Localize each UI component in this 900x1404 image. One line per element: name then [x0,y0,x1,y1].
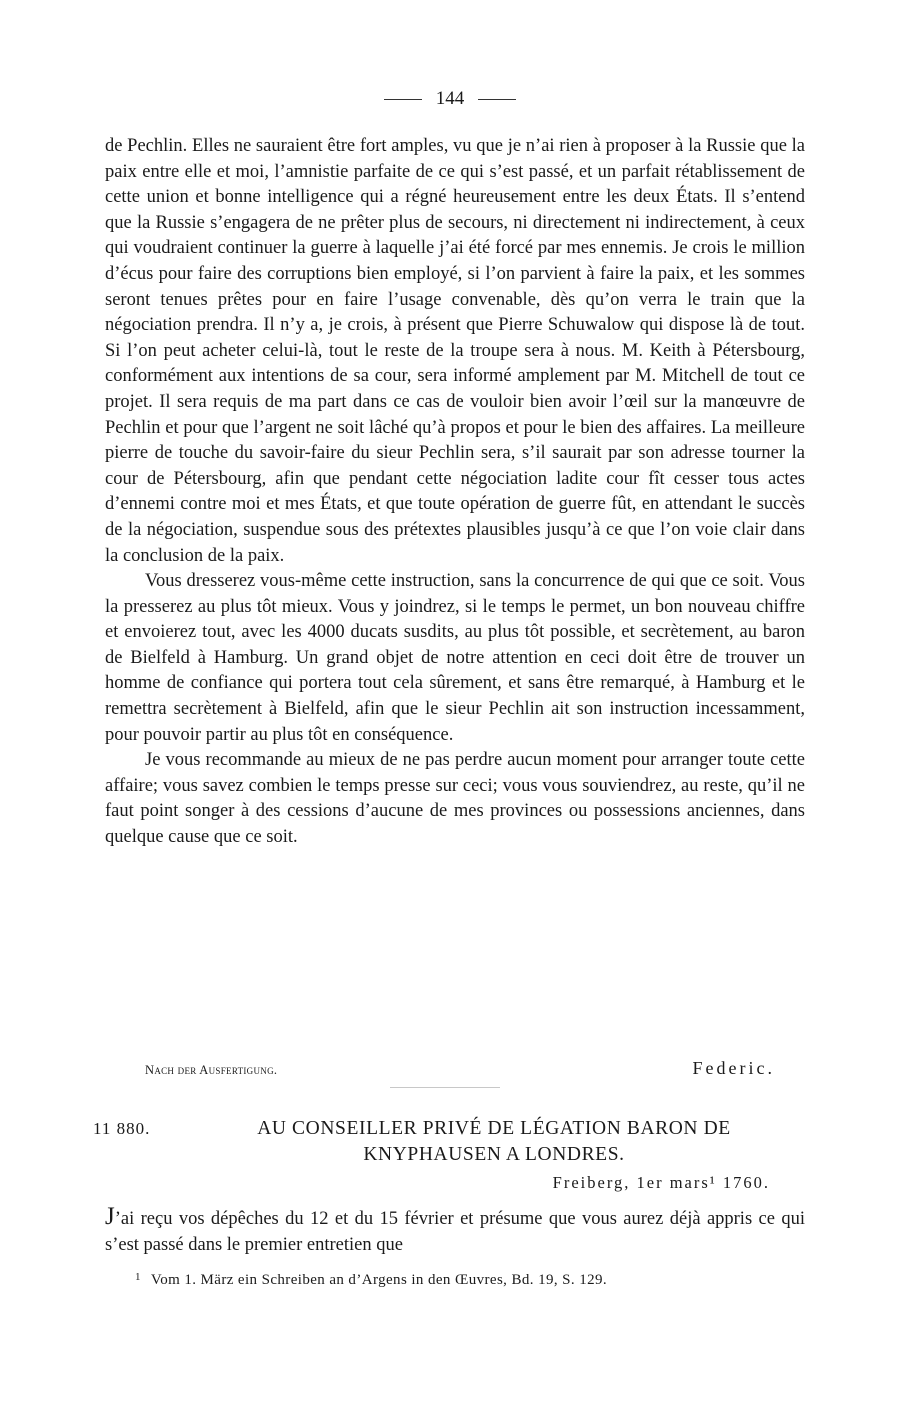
paragraph [105,1204,805,1258]
letter-number: 11 880. [93,1119,151,1138]
paragraph: Vous dresserez vous-même cette instruction, sans la concurrence de qui que ce soit. Vous la presserez au plus tôt mieux. Vous y joindrez, si le temps le permet, un bon nouveau chiffre et envoierez tout, avec les 4000 ducats susdits, au plus tôt possible, et secrètement, au baron de Bielfeld à Hamburg. Un grand objet de notre attention en ceci doit être de trouver un homme de confiance qui portera tout cela sûrement, et sans être remarqué, à Hamburg et le remettra secrètement à Bielfeld, afin que le sieur Pechlin ait son instruction incessamment, pour pouvoir partir au plus tôt en conséquence. [105,571,805,745]
footnote-text: Vom 1. März ein Schreiben an d’Argens in den Œuvres, Bd. 19, S. 129. [150,1272,608,1288]
page-header [0,88,900,110]
dateline-place: Freiberg, [552,1173,631,1192]
dateline [553,1173,770,1193]
paragraph: de Pechlin. Elles ne sauraient être fort amples, vu que je n’ai rien à proposer à la Russie que la paix entre elle et moi, l’amnistie parfaite de ce qui s’est passé, et un parfait rétablissement de cette union et bonne intelligence qui a régné heureusement entre les deux États. Il s’entend que la Russie s’engagera de ne prêter plus de secours, ni directement ni indirectement, à ceux qui voudraient continuer la guerre à laquelle j’ai été forcé par mes ennemis. Je crois le million d’écus pour faire des corruptions bien employé, si l’on parvient à faire la paix, et les sommes seront tenues prêtes pour en faire l’usage convenable, dès qu’on verra le train que la négociation prendra. Il n’y a, je crois, à présent que Pierre Schuwalow qui dispose là de tout. Si l’on peut acheter celui-là, tout le reste de la troupe sera à nous. M. Keith à Pétersbourg, conformément aux intentions de sa cour, sera informé amplement par M. Mitchell de tout ce projet. Il sera requis de ma part dans ce cas de vouloir bien avoir l’œil sur la manœuvre de Pechlin et pour que l’argent ne soit lâché qu’à propos et pour le bien des affaires. La meilleure pierre de touche du savoir-faire du sieur Pechlin sera, s’il saurait par son adresse tourner la cour de Pétersbourg, afin que pendant cette négociation ladite cour fît cesser tous actes d’ennemi contre moi et mes États, et que toute opération de guerre fût, en attendant le succès de la négociation, suspendue sous des prétextes plausibles jusqu’à ce que l’on voie clair dans la conclusion de la paix. [105,136,805,566]
paragraph: Je vous recommande au mieux de ne pas perdre aucun moment pour arranger toute cette affaire; vous savez combien le temps presse sur ceci; vous vous souviendrez, au reste, qu’il ne faut point songer à des cessions d’aucune de mes provinces ou possessions anciennes, dans quelque cause que ce soit. [105,750,805,848]
footnote-marker: 1 [135,1271,141,1283]
header-rule-right [478,99,516,100]
letter-body-second [105,1204,805,1258]
source-note: Nach der Ausfertigung. [145,1063,278,1077]
signature: Federic. [692,1058,775,1078]
paragraph-text: ’ai reçu vos dépêches du 12 et du 15 février et présume que vous aurez déjà appris ce qui s’est passé dans le premier entretien que [105,1209,805,1255]
header-rule-left [384,99,422,100]
letter-body [105,134,805,851]
footnote [105,1271,805,1289]
dateline-date: 1er mars¹ 1760. [636,1173,770,1192]
page-number: 144 [435,88,465,109]
section-divider [390,1087,500,1088]
closing-row [105,1058,805,1082]
drop-cap: J [105,1203,115,1230]
letter-title: AU CONSEILLER PRIVÉ DE LÉGATION BARON DE KNYPHAUSEN A LONDRES. [257,1118,731,1165]
